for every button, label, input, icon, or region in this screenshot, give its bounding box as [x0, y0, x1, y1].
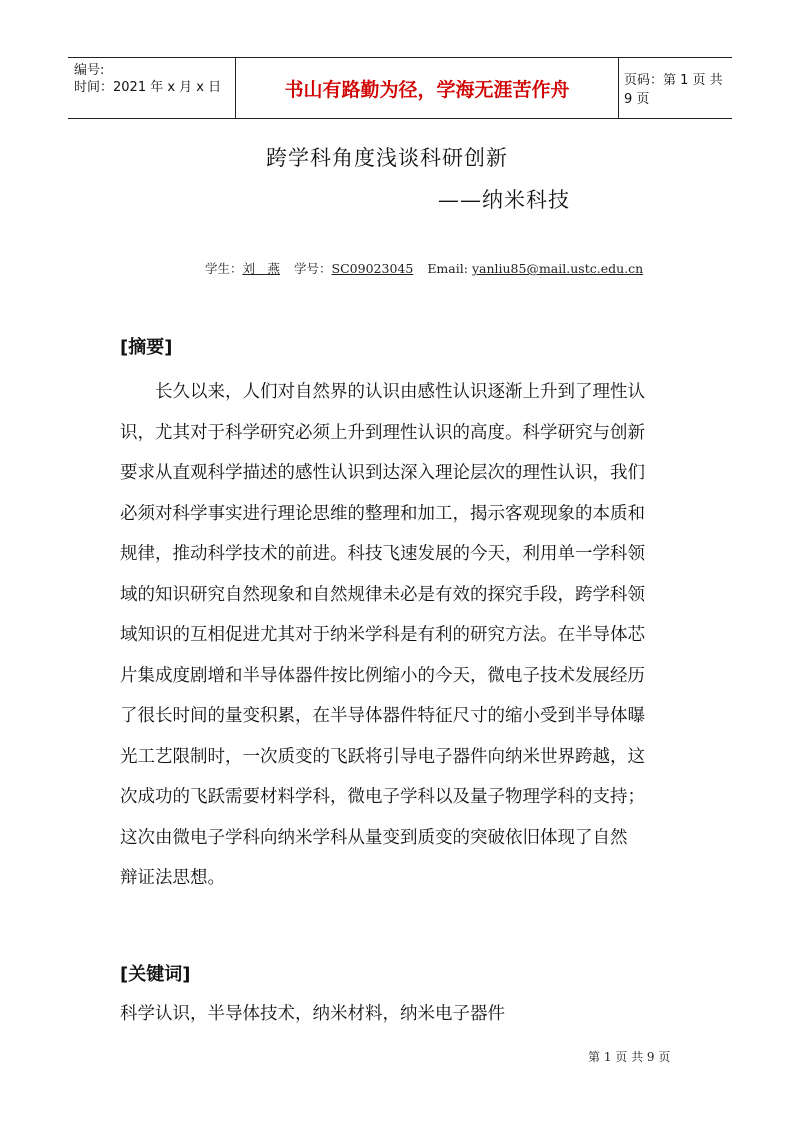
abstract-line: 识，尤其对于科学研究必须上升到理性认识的高度。科学研究与创新: [120, 422, 645, 443]
email-label: Email:: [427, 261, 468, 276]
abstract-line: 要求从直观科学描述的感性认识到达深入理论层次的理性认识，我们: [120, 463, 645, 483]
document-title: 跨学科角度浅谈科研创新: [266, 146, 508, 170]
author-byline: [205, 259, 643, 277]
student-label: 学生：: [205, 261, 243, 276]
doc-time-label: 时间：2021 年 x 月 x 日: [74, 80, 222, 95]
abstract-line: 域知识的互相促进尤其对于纳米学科是有利的研究方法。在半导体芯: [120, 625, 645, 645]
abstract-line: 了很长时间的量变积累，在半导体器件特征尺寸的缩小受到半导体曝: [120, 706, 645, 726]
header-meta: [74, 62, 221, 96]
abstract-line: 长久以来，人们对自然界的认识由感性认识逐渐上升到了理性认: [155, 382, 645, 402]
email-link[interactable]: yanliu85@mail.ustc.edu.cn: [471, 261, 644, 276]
student-name: 刘 燕: [242, 261, 281, 276]
student-id-label: 学号：: [294, 261, 332, 276]
abstract-line: 片集成度剧增和半导体器件按比例缩小的今天，微电子技术发展经历: [120, 665, 645, 686]
abstract-heading: [摘要]: [120, 337, 173, 358]
header-page-label: 页码：第 1 页 共 9 页: [624, 73, 723, 107]
abstract-line: 规律，推动科学技术的前进。科技飞速发展的今天，利用单一学科领: [120, 544, 645, 564]
abstract-line: 域的知识研究自然现象和自然规律未必是有效的探究手段，跨学科领: [120, 584, 645, 605]
abstract-line: 必须对科学事实进行理论思维的整理和加工，揭示客观现象的本质和: [120, 503, 645, 524]
header-motto: 书山有路勤为径，学海无涯苦作舟: [235, 58, 619, 118]
abstract-line: 光工艺限制时，一次质变的飞跃将引导电子器件向纳米世界跨越，这: [120, 746, 645, 767]
abstract-line: 次成功的飞跃需要材料学科，微电子学科以及量子物理学科的支持；: [120, 787, 645, 807]
abstract-line: 辩证法思想。: [120, 868, 225, 888]
doc-code-label: 编号:: [74, 63, 105, 78]
student-id: SC09023045: [331, 261, 414, 276]
page-header: [68, 57, 732, 119]
keywords-heading: [关键词]: [120, 964, 191, 985]
page-footer: 第 1 页 共 9 页: [588, 1050, 671, 1064]
abstract-body: [120, 372, 688, 899]
document-subtitle: ——纳米科技: [438, 188, 570, 212]
keywords-text: 科学认识，半导体技术，纳米材料，纳米电子器件: [120, 1004, 505, 1024]
abstract-line: 这次由微电子学科向纳米学科从量变到质变的突破依旧体现了自然: [120, 827, 628, 848]
